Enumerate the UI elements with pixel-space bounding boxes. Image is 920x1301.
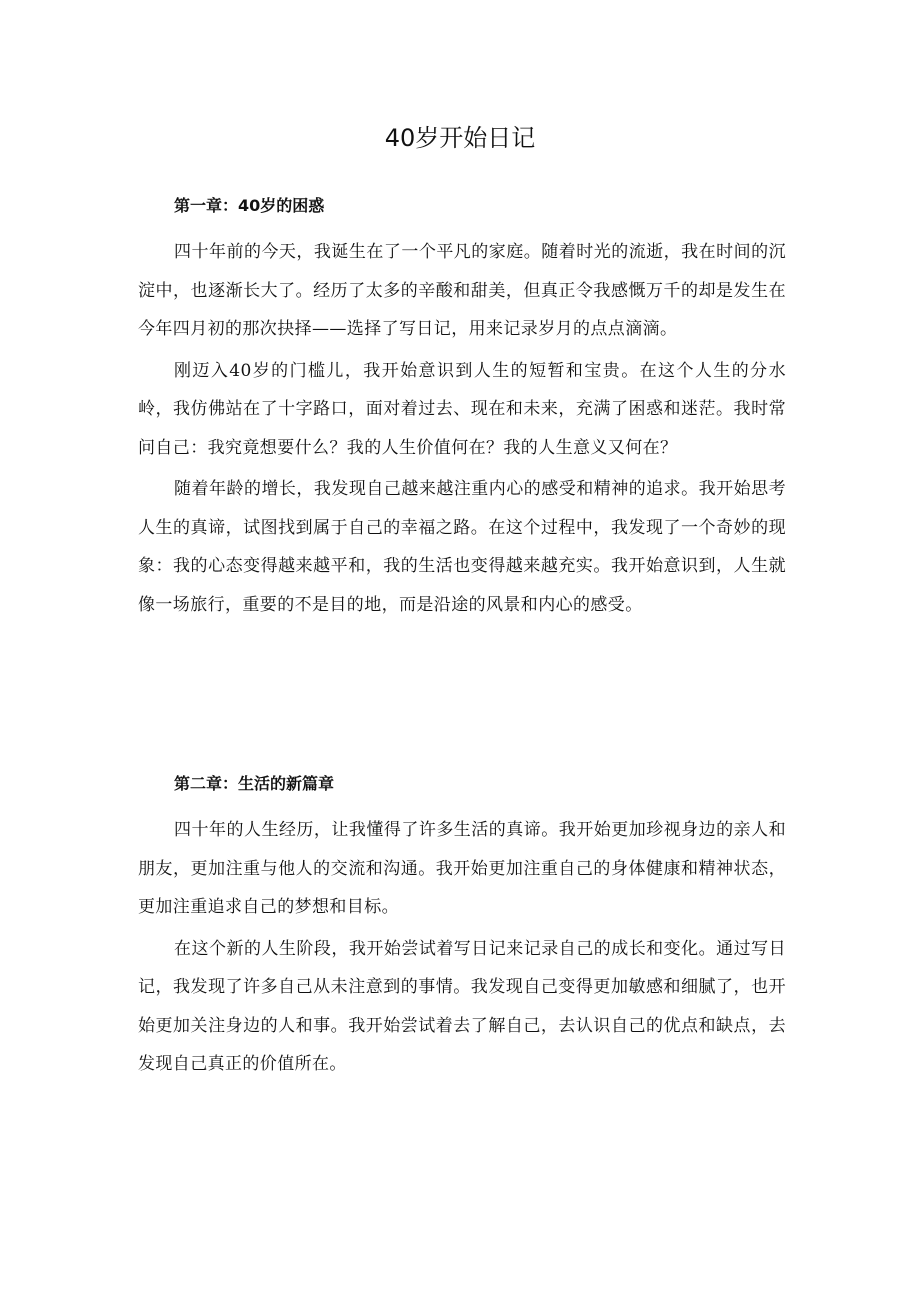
paragraph: 四十年的人生经历，让我懂得了许多生活的真谛。我开始更加珍视身边的亲人和朋友，更加注重与他人的交流和沟通。我开始更加注重自己的身体健康和精神状态，更加注重追求自己的梦想和目标。 bbox=[138, 820, 786, 917]
paragraph: 随着年龄的增长，我发现自己越来越注重内心的感受和精神的追求。我开始思考人生的真谛，试图找到属于自己的幸福之路。在这个过程中，我发现了一个奇妙的现象：我的心态变得越来越平和，我的生活也变得越来越充实。我开始意识到，人生就像一场旅行，重要的不是目的地，而是沿途的风景和内心的感受。 bbox=[138, 479, 786, 615]
page-title: 40岁开始日记 bbox=[384, 124, 536, 152]
chapter-2-heading: 第二章：生活的新篇章 bbox=[174, 774, 335, 793]
paragraph: 刚迈入40岁的门槛儿，我开始意识到人生的短暂和宝贵。在这个人生的分水岭，我仿佛站在了十字路口，面对着过去、现在和未来，充满了困惑和迷茫。我时常问自己：我究竟想要什么？我的人生价值何在？我的人生意义又何在？ bbox=[138, 360, 786, 458]
chapter-1-heading: 第一章：40岁的困惑 bbox=[174, 196, 325, 215]
chapter-2-body bbox=[138, 811, 786, 1084]
paragraph: 四十年前的今天，我诞生在了一个平凡的家庭。随着时光的流逝，我在时间的沉淀中，也逐渐长大了。经历了太多的辛酸和甜美，但真正令我感慨万千的却是发生在今年四月初的那次抉择——选择了写日记，用来记录岁月的点点滴滴。 bbox=[138, 242, 786, 339]
chapter-1-body bbox=[138, 233, 786, 624]
paragraph: 在这个新的人生阶段，我开始尝试着写日记来记录自己的成长和变化。通过写日记，我发现了许多自己从未注意到的事情。我发现自己变得更加敏感和细腻了，也开始更加关注身边的人和事。我开始尝试着去了解自己，去认识自己的优点和缺点，去发现自己真正的价值所在。 bbox=[138, 938, 786, 1074]
